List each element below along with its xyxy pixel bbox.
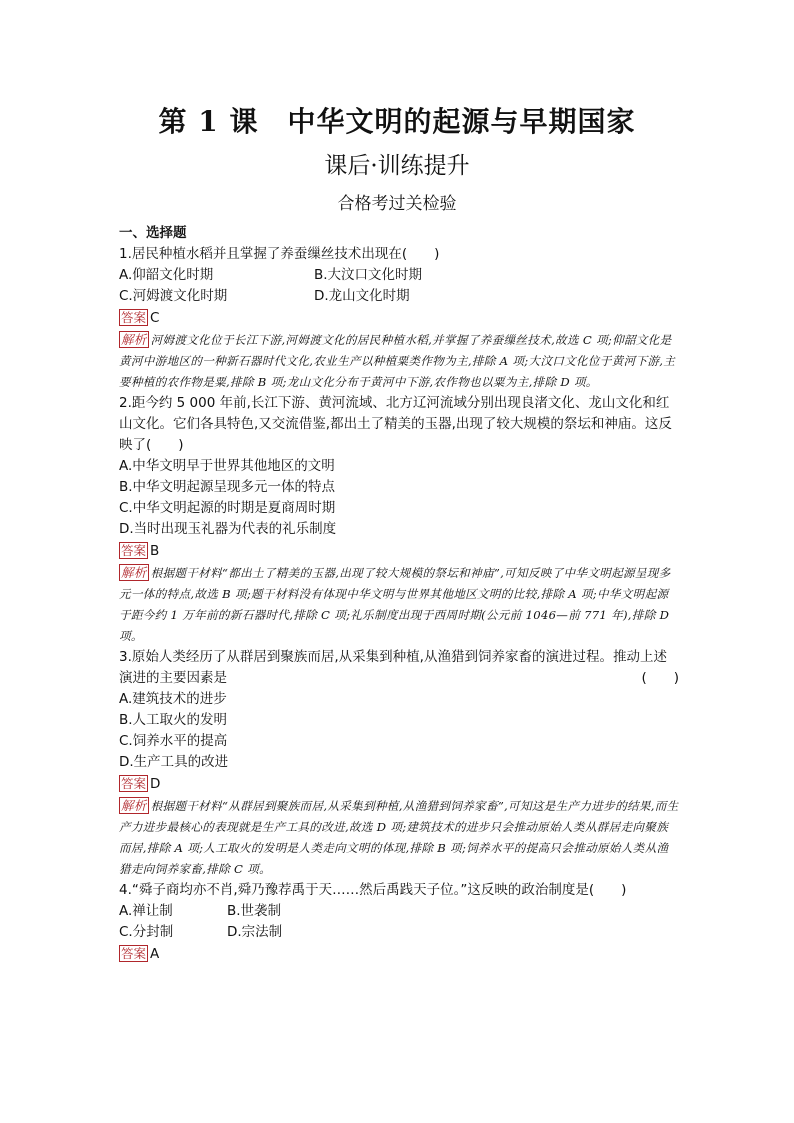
answer-value: A <box>150 946 160 962</box>
option-c: C.饲养水平的提高 <box>119 733 228 749</box>
answer-tag: 答案 <box>121 543 147 558</box>
option-a: A.中华文明早于世界其他地区的文明 <box>119 458 335 474</box>
answer-parentheses: ( ) <box>641 670 679 686</box>
question-stem: 4.“舜子商均亦不肖,舜乃豫荐禹于天……然后禹践天子位。”这反映的政治制度是( ) <box>119 882 627 898</box>
option-d: D.宗法制 <box>227 924 283 940</box>
option-d: D.生产工具的改进 <box>119 754 229 770</box>
option-d: D.龙山文化时期 <box>314 288 410 304</box>
question-stem: 1.居民种植水稻并且掌握了养蚕缫丝技术出现在( ) <box>119 246 440 262</box>
question-stem-text: 3.原始人类经历了从群居到聚族而居,从采集到种植,从渔猎到饲养家畜的演进过程。推动上述演进的主要因素是 <box>119 649 667 686</box>
explanation-text: 河姆渡文化位于长江下游,河姆渡文化的居民种植水稻,并掌握了养蚕缫丝技术,故选 C 项;仰韶文化是黄河中游地区的一种新石器时代文化,农业生产以种植粟类作物为主,排除 A 项;大汶口文化位于黄河下游,主要种植的农作物是粟,排除 B 项;龙山文化分布于黄河中下游,农作物也以粟为主,排除 D 项。 <box>119 333 676 389</box>
options-row <box>119 286 679 307</box>
page-subtitle: 课后·训练提升 <box>324 153 470 179</box>
answer-value: C <box>150 310 160 326</box>
answer-value: B <box>150 543 160 559</box>
options-row <box>119 265 679 286</box>
question-stem <box>119 647 679 689</box>
answer-line <box>119 774 679 795</box>
part-heading: 一、选择题 <box>119 225 187 241</box>
option-b: B.人工取火的发明 <box>119 712 228 728</box>
section-label: 合格考过关检验 <box>337 194 457 214</box>
answer-tag: 答案 <box>121 946 147 961</box>
question-4 <box>119 880 679 965</box>
option-d: D.当时出现玉礼器为代表的礼乐制度 <box>119 521 337 537</box>
answer-line <box>119 944 679 965</box>
option-c: C.中华文明起源的时期是夏商周时期 <box>119 500 336 516</box>
option-b: B.中华文明起源呈现多元一体的特点 <box>119 479 336 495</box>
answer-line <box>119 541 679 562</box>
answer-line <box>119 308 679 329</box>
explanation <box>119 796 679 880</box>
answer-value: D <box>150 776 161 792</box>
explanation <box>119 563 679 647</box>
option-a: A.建筑技术的进步 <box>119 691 227 707</box>
explanation <box>119 330 679 393</box>
explain-tag: 解析 <box>121 332 147 347</box>
question-list <box>119 223 679 966</box>
explanation-text: 根据题干材料“从群居到聚族而居,从采集到种植,从渔猎到饲养家畜”,可知这是生产力进步的结果,而生产力进步最核心的表现就是生产工具的改进,故选 D 项;建筑技术的进步只会推动原始人类从群居走向聚族而居,排除 A 项;人工取火的发明是人类走向文明的体现,排除 B 项;饲养水平的提高只会推动原始人类从渔猎走向饲养家畜,排除 C 项。 <box>119 799 679 876</box>
explain-tag: 解析 <box>121 565 147 580</box>
explain-tag: 解析 <box>121 798 147 813</box>
explanation-text: 根据题干材料“都出土了精美的玉器,出现了较大规模的祭坛和神庙”,可知反映了中华文明起源呈现多元一体的特点,故选 B 项;题干材料没有体现中华文明与世界其他地区文明的比较,排除 A 项;中华文明起源于距今约 1 万年前的新石器时代,排除 C 项;礼乐制度出现于西周时期(公元前 1046—前 771 年),排除 D 项。 <box>119 566 671 643</box>
option-b: B.世袭制 <box>227 903 282 919</box>
page-title: 第 1 课 中华文明的起源与早期国家 <box>158 105 636 138</box>
options-row <box>119 922 679 943</box>
question-1 <box>119 244 679 393</box>
question-3 <box>119 647 679 880</box>
answer-tag: 答案 <box>121 776 147 791</box>
option-b: B.大汶口文化时期 <box>314 267 423 283</box>
question-2 <box>119 393 679 647</box>
option-a: A.仰韶文化时期 <box>119 267 214 283</box>
question-stem: 2.距今约 5 000 年前,长江下游、黄河流域、北方辽河流域分别出现良渚文化、龙山文化和红山文化。它们各具特色,又交流借鉴,都出土了精美的玉器,出现了较大规模的祭坛和神庙。这反映了( ) <box>119 395 672 453</box>
option-c: C.分封制 <box>119 924 174 940</box>
options-row <box>119 901 679 922</box>
option-c: C.河姆渡文化时期 <box>119 288 228 304</box>
answer-tag: 答案 <box>121 310 147 325</box>
option-a: A.禅让制 <box>119 903 173 919</box>
